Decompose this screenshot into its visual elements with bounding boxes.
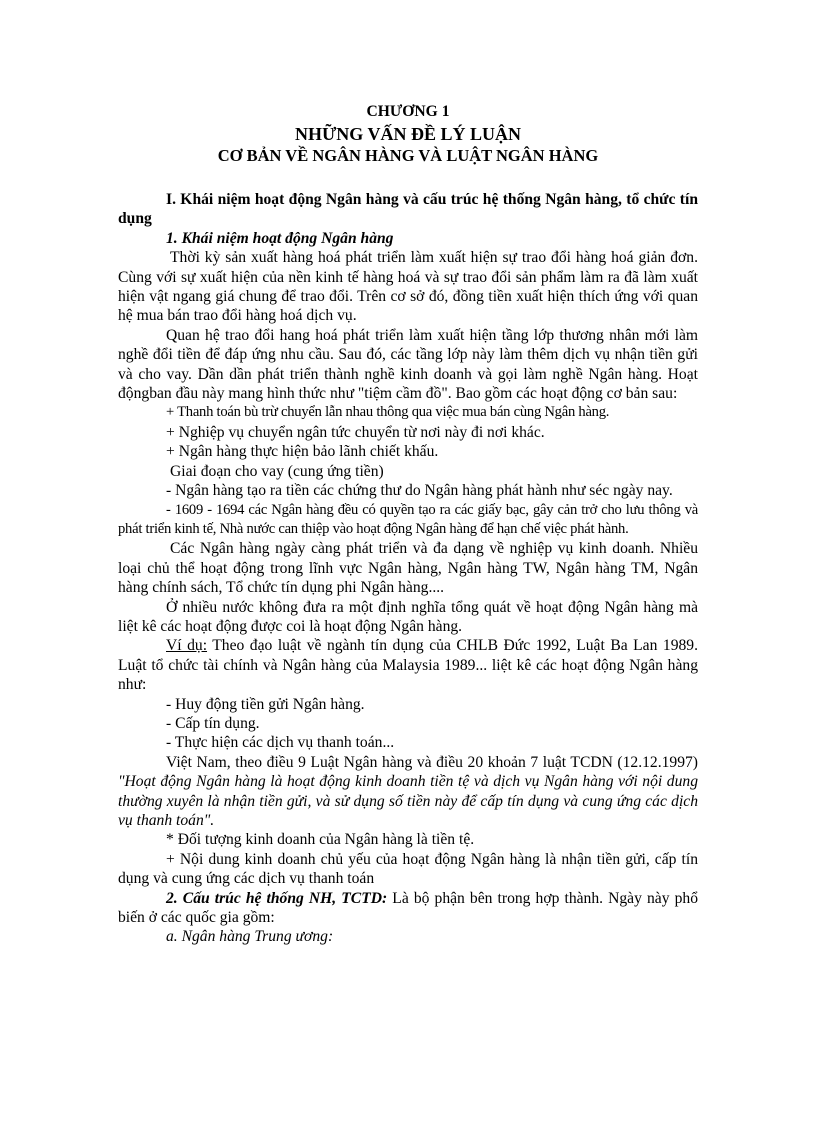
chapter-label: CHƯƠNG 1	[366, 103, 450, 120]
paragraph-9	[118, 753, 698, 831]
paragraph-1: Thời kỳ sản xuất hàng hoá phát triển làm xuất hiện sự trao đổi hàng hoá giản đơn. Cùng với sự xuất hiện của nền kinh tế hàng hoá và sự trao đổi sản phẩm làm ra đã làm xuất hiện vật ngang giá chung để trao đổi. Trên cơ sở đó, đồng tiền xuất hiện thích ứng với quan hệ mua bán trao đổi hàng hoá dịch vụ.	[118, 249, 698, 325]
paragraph-9-quote: "Hoạt động Ngân hàng là hoạt động kinh doanh tiền tệ và dịch vụ Ngân hàng với nội dung thường xuyên là nhận tiền gửi, và sử dụng số tiền này để cấp tín dụng và cung ứng các dịch vụ thanh toán".	[118, 773, 698, 829]
paragraph-5: - 1609 - 1694 các Ngân hàng đều có quyền tạo ra các giấy bạc, gây cản trở cho lưu thông và phát triển kinh tế, Nhà nước can thiệp vào hoạt động Ngân hàng để hạn chế việc phát hành.	[118, 501, 698, 537]
paragraph-8	[118, 636, 698, 694]
subsection-2	[118, 889, 698, 928]
paragraph-10: * Đối tượng kinh doanh của Ngân hàng là tiền tệ.	[166, 831, 475, 849]
paragraph-7: Ở nhiều nước không đưa ra một định nghĩa tổng quát về hoạt động Ngân hàng mà liệt kê các hoạt động được coi là hoạt động Ngân hàng.	[118, 598, 698, 635]
bullet-1: + Thanh toán bù trừ chuyển lẫn nhau thông qua việc mua bán cùng Ngân hàng.	[166, 404, 610, 421]
paragraph-2: Quan hệ trao đổi hang hoá phát triển làm xuất hiện tầng lớp thương nhân mới làm nghề đổi tiền để đáp ứng nhu cầu. Sau đó, các tầng lớp này làm thêm dịch vụ nhận tiền gửi và cho vay. Dần dần phát triển thành nghề kinh doanh và gọi làm nghề Ngân hàng. Hoạt độngban đầu này mang hình thức như "tiệm cầm đồ". Bao gồm các hoạt động cơ bản sau:	[118, 326, 698, 403]
section-1-heading: I. Khái niệm hoạt động Ngân hàng và cấu trúc hệ thống Ngân hàng, tổ chức tín dụng	[118, 191, 698, 228]
title-spacer	[118, 167, 698, 190]
chapter-title-line-2: CƠ BẢN VỀ NGÂN HÀNG VÀ LUẬT NGÂN HÀNG	[217, 146, 599, 165]
example-text: Theo đạo luật về ngành tín dụng của CHLB Đức 1992, Luật Ba Lan 1989. Luật tổ chức tài chính và Ngân hàng của Malaysia 1989... liệt kê các hoạt động Ngân hàng như:	[118, 637, 698, 694]
paragraph-11: + Nội dung kinh doanh chủ yếu của hoạt động Ngân hàng là nhận tiền gửi, cấp tín dụng và cung ứng các dịch vụ thanh toán	[118, 850, 698, 888]
chapter-title-line-1: NHỮNG VẤN ĐỀ LÝ LUẬN	[294, 124, 521, 144]
paragraph-6: Các Ngân hàng ngày càng phát triển và đa dạng về nghiệp vụ kinh doanh. Nhiều loại chủ thể hoạt động trong lĩnh vực Ngân hàng, Ngân hàng TW, Ngân hàng TM, Ngân hàng chính sách, Tổ chức tín dụng phi Ngân hàng....	[118, 540, 698, 597]
paragraph-3: Giai đoạn cho vay (cung ứng tiền)	[170, 462, 384, 480]
subsection-2a-heading: a. Ngân hàng Trung ương:	[166, 928, 334, 946]
bullet-2: + Nghiệp vụ chuyển ngân tức chuyển từ nơi này đi nơi khác.	[166, 423, 545, 441]
document-body	[118, 101, 698, 947]
list-item-3: - Thực hiện các dịch vụ thanh toán...	[166, 734, 395, 752]
subsection-2-heading: 2. Cấu trúc hệ thống NH, TCTD:	[166, 889, 388, 907]
subsection-2-text: Là bộ phận bên trong hợp thành. Ngày này phổ biến ở các quốc gia gồm:	[118, 889, 698, 927]
bullet-3: + Ngân hàng thực hiện bảo lãnh chiết khấu.	[166, 443, 439, 461]
list-item-1: - Huy động tiền gửi Ngân hàng.	[166, 695, 365, 713]
list-item-2: - Cấp tín dụng.	[166, 714, 260, 732]
example-label: Ví dụ:	[166, 637, 208, 655]
subsection-1-heading: 1. Khái niệm hoạt động Ngân hàng	[166, 229, 394, 247]
paragraph-4: - Ngân hàng tạo ra tiền các chứng thư do Ngân hàng phát hành như séc ngày nay.	[166, 482, 673, 500]
paragraph-9-text: Việt Nam, theo điều 9 Luật Ngân hàng và điều 20 khoản 7 luật TCDN (12.12.1997)	[166, 753, 698, 771]
